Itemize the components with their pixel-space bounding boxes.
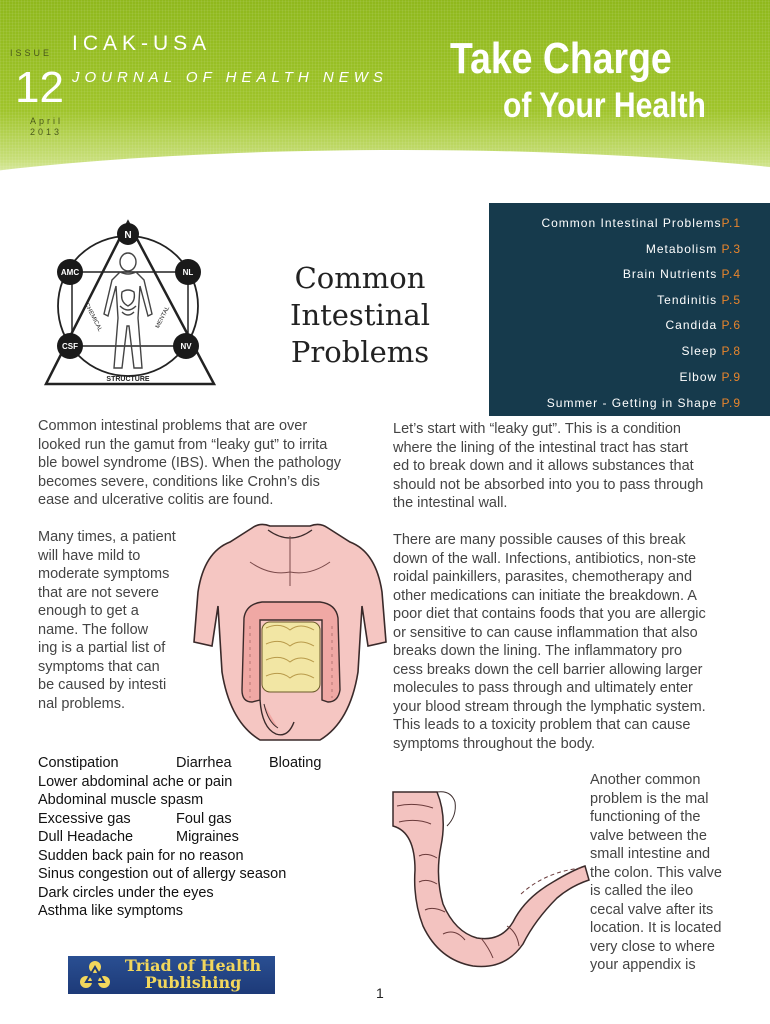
text-line: problem is the mal [590,790,709,807]
journal-name: JOURNAL OF HEALTH NEWS [72,69,388,86]
headline-line: Intestinal [289,298,430,332]
text-line: valve between the [590,827,707,844]
toc-item-page: P.1 [721,216,741,230]
text-line: location. It is located [590,920,722,936]
publisher-logo[interactable] [68,956,275,994]
toc-item-label: Summer - Getting in Shape [546,396,722,410]
list-item: Abdominal muscle spasm [38,792,204,808]
text-line: functioning of the [590,809,701,825]
header-banner [0,0,770,200]
text-line: name. The follow [38,621,149,638]
article-headline [285,260,435,371]
causes-paragraph [393,531,743,753]
text-line: down of the wall. Infections, antibiotics, non-ste [393,550,697,567]
text-line: moderate symptoms [38,566,170,582]
list-item: Sinus congestion out of allergy season [38,866,287,882]
logo-line: Publishing [144,973,242,992]
toc-item-page: P.3 [721,242,741,256]
page-number: 1 [376,985,384,1001]
text-line: looked run the gamut from “leaky gut” to irrita [38,436,328,453]
diagram-label-nv: NV [180,342,192,351]
symptom: Diarrhea [176,755,232,771]
text-line: be caused by intesti [38,677,167,693]
toc-item-label: Brain Nutrients [622,267,722,281]
text-line: Another common [590,772,701,788]
text-line: ing is a partial list of [38,640,166,656]
toc-item-label: Sleep [681,344,722,358]
list-item: Asthma like symptoms [38,903,184,919]
symptom: Constipation [38,755,119,771]
text-line: should not be absorbed into you to pass through [393,476,704,493]
toc-item-metabolism[interactable] [646,242,741,256]
toc-item-page: P.4 [721,267,741,281]
toc-item-label: Tendinitis [657,293,722,307]
text-line: other medications can initiate the breakdown. A [393,587,697,604]
triad-of-health-diagram [40,218,220,390]
diagram-label-mental: MENTAL [155,305,172,330]
symptom: Bloating [269,755,322,771]
text-line: nal problems. [38,695,126,712]
logo-line: Triad of Health [124,956,262,975]
issue-month: April [30,116,64,126]
list-item: Dark circles under the eyes [38,884,214,901]
triad-logo-mark-icon [78,959,112,991]
symptom: Foul gas [176,810,232,827]
toc-item-elbow[interactable] [680,370,742,384]
text-line: cecal valve after its [590,901,714,918]
newsletter-title-line2: of Your Health [503,86,706,125]
issue-label: ISSUE [10,48,53,58]
issue-year: 2013 [30,127,63,137]
text-line: This leads to a toxicity problem that can cause [393,717,691,733]
issue-number: 12 [15,63,64,112]
toc-item-page: P.9 [721,396,741,410]
text-line: or sensitive to can cause inflammation that also [393,624,698,641]
toc-item-page: P.8 [721,344,741,358]
toc-item-label: Common Intestinal Problems [541,216,722,230]
toc-item-page: P.5 [721,293,741,307]
toc-item-tendinitis[interactable] [657,293,741,307]
toc-item-label: Candida [665,318,722,332]
text-line: that are not severe [38,584,159,601]
text-line: roidal painkillers, parasites, chemotherapy and [393,569,693,585]
text-line: Common intestinal problems that are over [38,418,308,434]
text-line: will have mild to [38,547,141,564]
torso-digestive-illustration [190,522,390,744]
text-line: breaks down the lining. The inflammatory pro [393,643,683,659]
text-line: molecules to pass through and ultimately enter [393,680,693,696]
text-line: ble bowel syndrome (IBS). When the pathology [38,455,342,471]
diagram-label-n: N [124,230,132,241]
toc-item-label: Metabolism [645,242,722,256]
text-line: your appendix is [590,957,696,973]
toc-item-candida[interactable] [665,318,741,332]
symptoms-list [38,754,321,921]
text-line: very close to where [590,938,715,955]
text-line: the intestinal wall. [393,495,508,511]
toc-item-brain-nutrients[interactable] [623,267,741,281]
diagram-label-structure: STRUCTURE [106,376,150,383]
headline-line: Problems [290,335,430,369]
leaky-gut-paragraph [393,420,743,513]
mild-symptoms-paragraph [38,528,190,713]
text-line: ease and ulcerative colitis are found. [38,492,274,508]
ileocecal-valve-paragraph [590,771,740,975]
text-line: where the lining of the intestinal tract has start [393,439,688,456]
text-line: ed to break down and it allows substances that [393,458,694,474]
list-item: Sudden back pain for no reason [38,847,244,864]
table-of-contents [489,203,770,416]
text-line: There are many possible causes of this break [393,532,686,548]
text-line: becomes severe, conditions like Crohn’s dis [38,473,320,490]
text-line: Let’s start with “leaky gut”. This is a condition [393,421,681,437]
list-item [38,828,321,847]
diagram-label-amc: AMC [60,268,80,277]
text-line: symptoms throughout the body. [393,735,596,752]
toc-item-common-intestinal[interactable] [541,216,741,230]
text-line: your blood stream through the lymphatic system. [393,698,706,715]
symptom: Dull Headache [38,829,134,845]
text-line: is called the ileo [590,883,694,899]
text-line: Many times, a patient [38,529,176,545]
diagram-label-csf: CSF [62,342,78,351]
text-line: symptoms that can [38,658,160,675]
intro-paragraph [38,417,373,510]
list-item [38,754,321,773]
toc-item-page: P.9 [721,370,741,384]
toc-item-label: Elbow [679,370,722,384]
toc-item-summer-shape[interactable] [547,396,741,410]
toc-item-page: P.6 [721,318,741,332]
diagram-label-nl: NL [182,268,194,277]
text-line: small intestine and [590,846,711,862]
list-item: Lower abdominal ache or pain [38,773,233,790]
colon-illustration [385,786,590,974]
headline-line: Common [294,261,426,295]
text-line: enough to get a [38,603,139,619]
text-line: cess breaks down the cell barrier allowing larger [393,661,703,678]
toc-item-sleep[interactable] [682,344,742,358]
logo-text [118,957,268,991]
text-line: poor diet that contains foods that you are allergic [393,606,706,622]
list-item [38,810,321,829]
symptom: Excessive gas [38,810,131,827]
diagram-label-chemical: CHEMICAL [83,302,103,333]
newsletter-title-line1: Take Charge [450,34,672,83]
org-name: ICAK-USA [72,32,212,55]
text-line: the colon. This valve [590,864,722,881]
symptom: Migraines [176,829,239,845]
